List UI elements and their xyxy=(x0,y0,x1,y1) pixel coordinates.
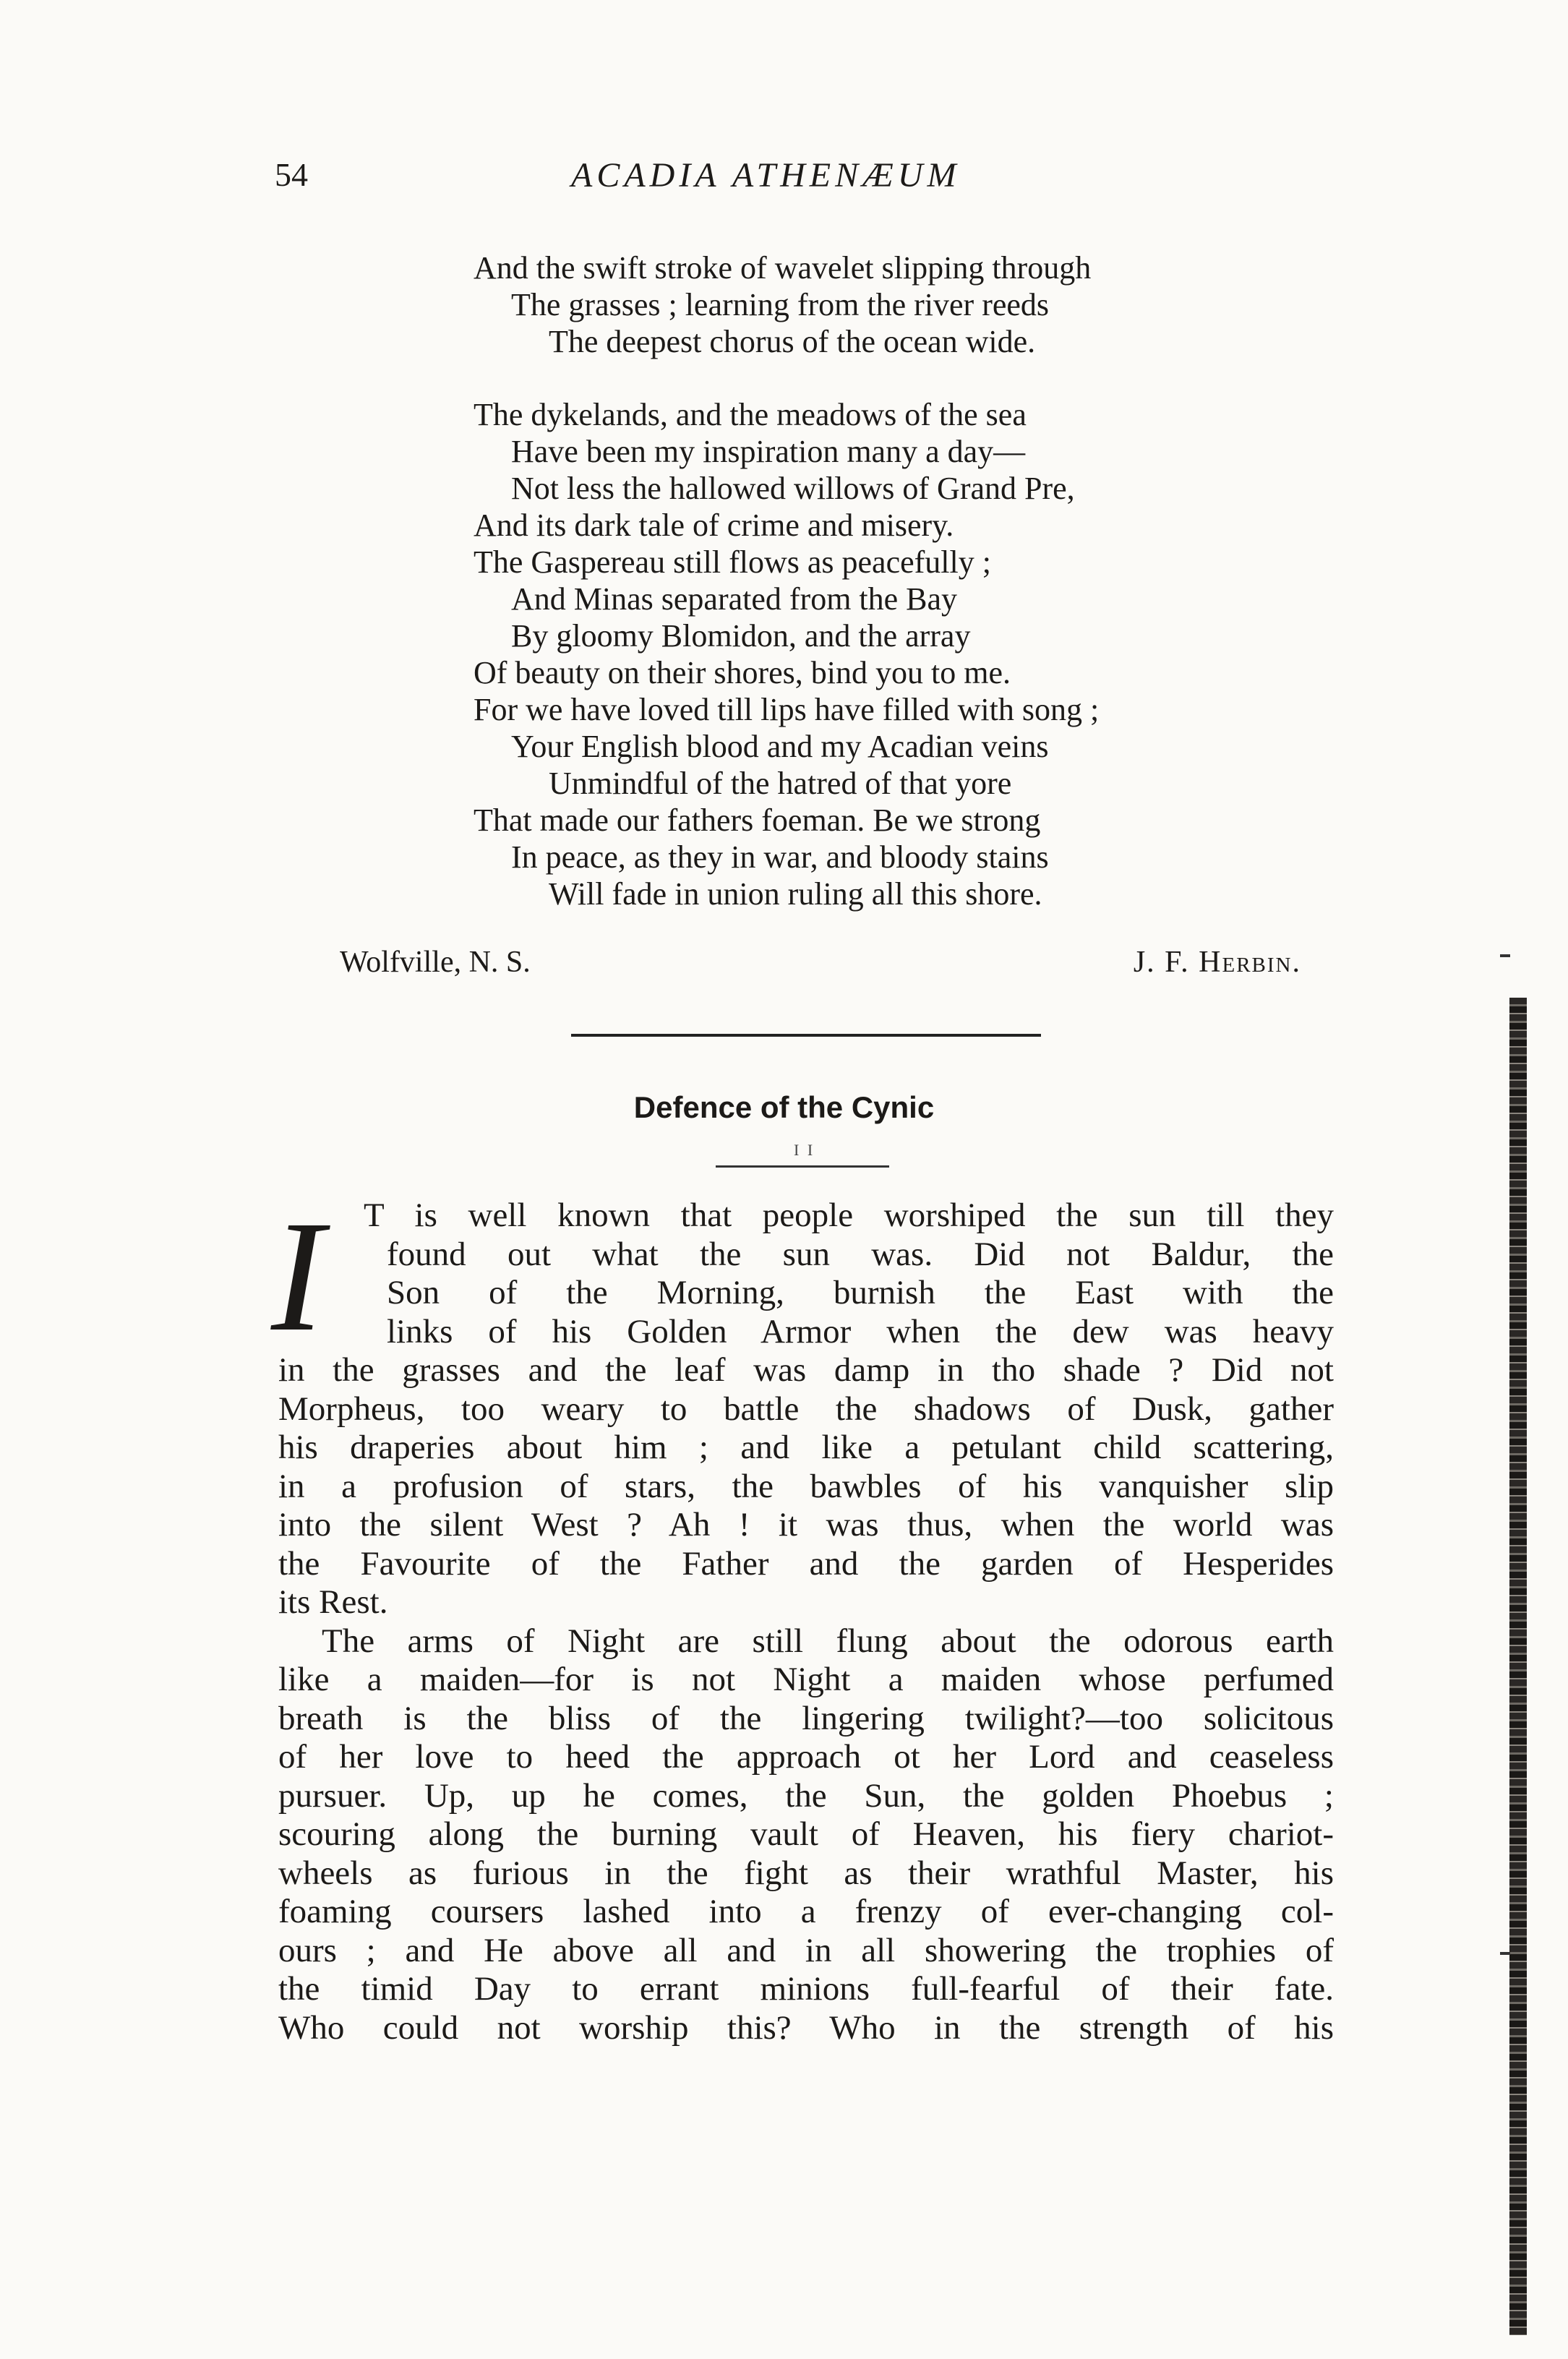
poem-line: Not less the hallowed willows of Grand Pre, xyxy=(511,471,1075,506)
running-title: ACADIA ATHENÆUM xyxy=(571,156,961,194)
poem-line: For we have loved till lips have filled with song ; xyxy=(474,692,1100,727)
text-line: his draperies about him ; and like a petulant child scattering, xyxy=(278,1429,1334,1466)
poem-author: J. F. Herbin. xyxy=(1133,946,1301,979)
text-line: in a profusion of stars, the bawbles of his vanquisher slip xyxy=(278,1467,1334,1505)
text-line: the timid Day to errant minions full-fearful of their fate. xyxy=(278,1970,1334,2008)
poem-line: Unmindful of the hatred of that yore xyxy=(549,766,1012,801)
text-line: links of his Golden Armor when the dew was heavy xyxy=(387,1312,1334,1350)
poem-line: The dykelands, and the meadows of the sea xyxy=(474,397,1027,432)
poem-stanza-1 xyxy=(474,249,1269,360)
text-line: breath is the bliss of the lingering twilight?—too solicitous xyxy=(278,1699,1334,1737)
text-line: foaming coursers lashed into a frenzy of ever-changing col- xyxy=(278,1893,1334,1930)
text-line: wheels as furious in the fight as their wrathful Master, his xyxy=(278,1854,1334,1892)
article-title: Defence of the Cynic xyxy=(633,1090,935,1124)
text-line: found out what the sun was. Did not Baldur, the xyxy=(387,1235,1334,1273)
poem-stanza-2 xyxy=(474,396,1269,912)
text-line: of her love to heed the approach ot her Lord and ceaseless xyxy=(278,1738,1334,1776)
page-header xyxy=(275,155,1359,206)
poem-line: The deepest chorus of the ocean wide. xyxy=(549,324,1036,359)
text-line: like a maiden—for is not Night a maiden whose perfumed xyxy=(278,1661,1334,1698)
poem-line: The Gaspereau still flows as peacefully ; xyxy=(474,544,991,580)
scan-binding-edge xyxy=(1509,998,1527,2335)
title-underline xyxy=(716,1165,889,1168)
text-line: scouring along the burning vault of Heaven, his fiery chariot- xyxy=(278,1815,1334,1853)
text-line: in the grasses and the leaf was damp in tho shade ? Did not xyxy=(278,1351,1334,1389)
poem-place: Wolfville, N. S. xyxy=(340,946,531,979)
scan-binding-mark xyxy=(1500,1952,1510,1955)
poem-line: That made our fathers foeman. Be we strong xyxy=(474,802,1041,838)
text-line: pursuer. Up, up he comes, the Sun, the golden Phoebus ; xyxy=(278,1776,1334,1815)
poem-line: In peace, as they in war, and bloody stains xyxy=(511,839,1049,875)
poem-line: And its dark tale of crime and misery. xyxy=(474,508,954,543)
text-line: the Favourite of the Father and the garden of Hesperides xyxy=(278,1544,1334,1583)
poem-line: The grasses ; learning from the river reeds xyxy=(511,287,1050,322)
poem-line: By gloomy Blomidon, and the array xyxy=(511,618,971,654)
poem-line: And Minas separated from the Bay xyxy=(511,581,958,617)
poem-line: Your English blood and my Acadian veins xyxy=(511,729,1049,764)
title-ornament: I I xyxy=(794,1141,815,1159)
text-line: Morpheus, too weary to battle the shadows of Dusk, gather xyxy=(278,1390,1334,1428)
text-line: Who could not worship this? Who in the strength of his xyxy=(278,2008,1334,2047)
text-line: Son of the Morning, burnish the East with the xyxy=(387,1274,1334,1311)
text-line: The arms of Night are still flung about the odorous earth xyxy=(322,1622,1334,1660)
page-number: 54 xyxy=(275,156,308,193)
poem-signature xyxy=(340,945,1301,988)
article-body xyxy=(278,1196,1334,2047)
scan-binding-mark xyxy=(1500,954,1510,957)
text-line: into the silent West ? Ah ! it was thus, when the world was xyxy=(278,1506,1334,1544)
text-line: ours ; and He above all and in all showering the trophies of xyxy=(278,1931,1334,1969)
poem-line: Of beauty on their shores, bind you to me. xyxy=(474,655,1011,690)
poem-line: Have been my inspiration many a day— xyxy=(511,434,1026,469)
poem-line: Will fade in union ruling all this shore. xyxy=(549,876,1042,912)
poem-line: And the swift stroke of wavelet slipping through xyxy=(474,250,1092,286)
drop-cap: I xyxy=(271,1188,325,1364)
text-line: T is well known that people worshiped the sun till they xyxy=(364,1196,1334,1234)
section-divider xyxy=(571,1034,1041,1037)
text-line: its Rest. xyxy=(278,1583,388,1621)
